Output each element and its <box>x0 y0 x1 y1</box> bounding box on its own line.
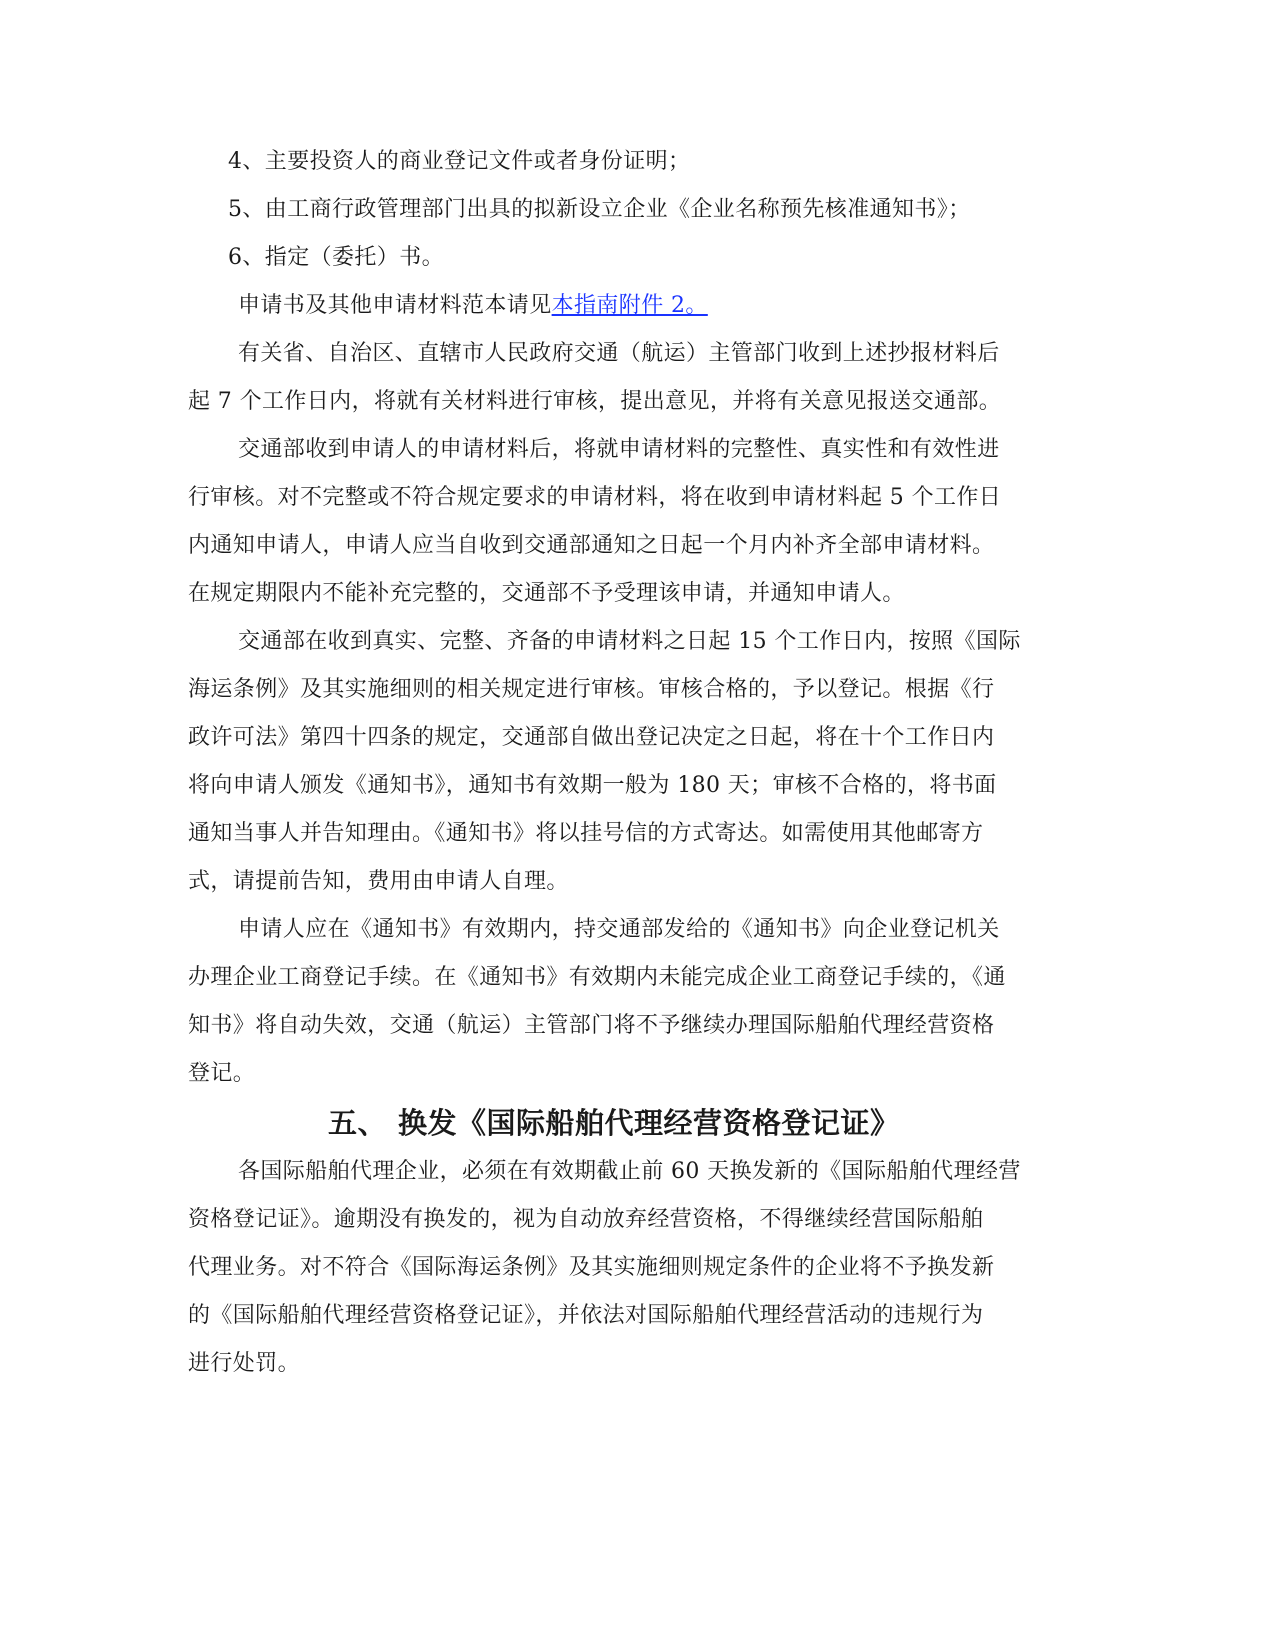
list-item-5: 5、由工商行政管理部门出具的拟新设立企业《企业名称预先核准通知书》； <box>228 197 971 222</box>
paragraph-line: 将向申请人颁发《通知书》，通知书有效期一般为 180 天；审核不合格的，将书面 <box>188 773 997 798</box>
paragraph-line: 的《国际船舶代理经营资格登记证》，并依法对国际船舶代理经营活动的违规行为 <box>188 1303 984 1328</box>
paragraph-line: 各国际船舶代理企业，必须在有效期截止前 60 天换发新的《国际船舶代理经营 <box>238 1159 1021 1184</box>
paragraph-line: 进行处罚。 <box>188 1351 301 1376</box>
paragraph-line: 起 7 个工作日内，将就有关材料进行审核，提出意见，并将有关意见报送交通部。 <box>188 389 1002 414</box>
paragraph-line: 登记。 <box>188 1061 256 1086</box>
paragraph-registration <box>188 618 1088 906</box>
document-body <box>188 138 1088 1388</box>
paragraph-line: 海运条例》及其实施细则的相关规定进行审核。审核合格的，予以登记。根据《行 <box>188 677 995 702</box>
list-item-6: 6、指定（委托）书。 <box>228 245 444 270</box>
paragraph-line: 在规定期限内不能补充完整的，交通部不予受理该申请，并通知申请人。 <box>188 581 905 606</box>
paragraph-provincial-review <box>188 330 1088 426</box>
paragraph-line: 内通知申请人，申请人应当自收到交通部通知之日起一个月内补齐全部申请材料。 <box>188 533 995 558</box>
section-heading <box>188 1098 1088 1148</box>
paragraph-renewal <box>188 1148 1088 1388</box>
paragraph-line: 办理企业工商登记手续。在《通知书》有效期内未能完成企业工商登记手续的，《通 <box>188 965 1006 990</box>
list-item-4: 4、主要投资人的商业登记文件或者身份证明； <box>228 149 691 174</box>
paragraph-line: 行审核。对不完整或不符合规定要求的申请材料，将在收到申请材料起 5 个工作日 <box>188 485 1002 510</box>
paragraph-line: 政许可法》第四十四条的规定，交通部自做出登记决定之日起，将在十个工作日内 <box>188 725 995 750</box>
paragraph-line: 申请人应在《通知书》有效期内，持交通部发给的《通知书》向企业登记机关 <box>238 917 1000 942</box>
paragraph-line: 代理业务。对不符合《国际海运条例》及其实施细则规定条件的企业将不予换发新 <box>188 1255 995 1280</box>
section-number: 五、 <box>328 1106 388 1140</box>
paragraph-line: 交通部收到申请人的申请材料后，将就申请材料的完整性、真实性和有效性进 <box>238 437 1000 462</box>
appendix-2-link[interactable]: 本指南附件 2。 <box>551 293 708 318</box>
section-title: 换发《国际船舶代理经营资格登记证》 <box>398 1106 900 1140</box>
paragraph-line: 通知当事人并告知理由。《通知书》将以挂号信的方式寄达。如需使用其他邮寄方 <box>188 821 984 846</box>
paragraph-ministry-review <box>188 426 1088 618</box>
paragraph-line: 有关省、自治区、直辖市人民政府交通（航运）主管部门收到上述抄报材料后 <box>238 341 1000 366</box>
paragraph-line: 知书》将自动失效，交通（航运）主管部门将不予继续办理国际船舶代理经营资格 <box>188 1013 995 1038</box>
paragraph-line: 式，请提前告知，费用由申请人自理。 <box>188 869 569 894</box>
sample-reference-line <box>188 282 1088 330</box>
paragraph-line: 交通部在收到真实、完整、齐备的申请材料之日起 15 个工作日内，按照《国际 <box>238 629 1021 654</box>
sample-reference-text: 申请书及其他申请材料范本请见 <box>238 293 552 318</box>
paragraph-notice <box>188 906 1088 1098</box>
paragraph-line: 资格登记证》。逾期没有换发的，视为自动放弃经营资格，不得继续经营国际船舶 <box>188 1207 984 1232</box>
